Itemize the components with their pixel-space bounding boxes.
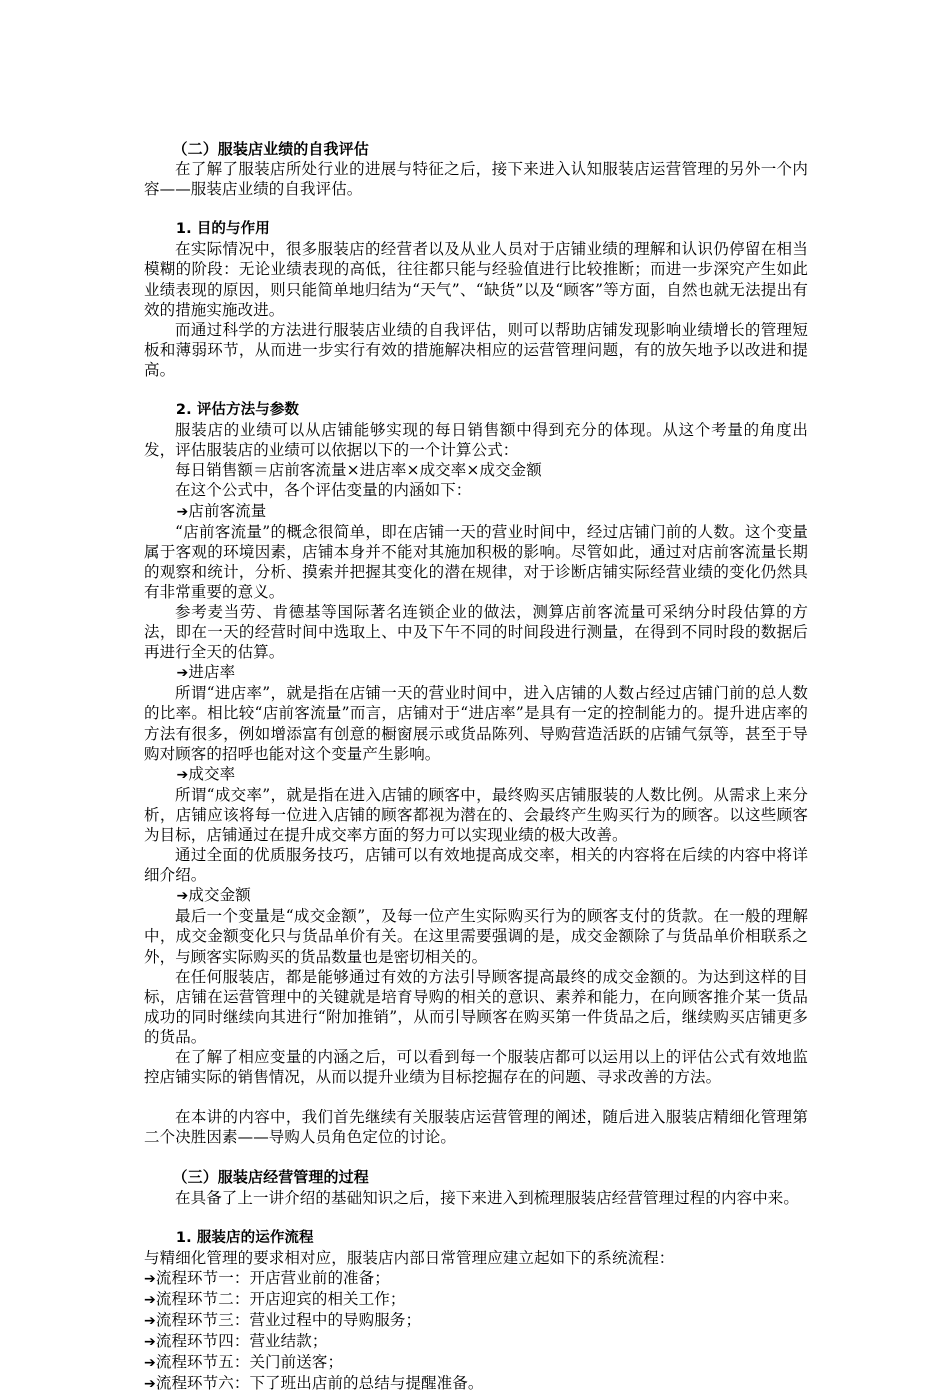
flow-step-label: 流程环节六：下了班出店前的总结与提醒准备。 bbox=[155, 1374, 484, 1393]
flow-step-label: 流程环节四：营业结款； bbox=[155, 1332, 328, 1351]
variable-label: 成交金额 bbox=[188, 886, 251, 905]
spacer bbox=[144, 1208, 808, 1228]
paragraph: 而通过科学的方法进行服装店业绩的自我评估，则可以帮助店铺发现影响业绩增长的管理短板和薄弱环节，从而进一步实行有效的措施解决相应的运营管理问题，有的放矢地予以改进和提高。 bbox=[144, 320, 808, 379]
section-heading: （三）服装店经营管理的过程 bbox=[172, 1168, 369, 1187]
variable-item bbox=[144, 764, 808, 785]
paragraph: 参考麦当劳、肯德基等国际著名连锁企业的做法，测算店前客流量可采纳分时段估算的方法，即在一天的经营时间中选取上、中及下午不同的时间段进行测量，在得到不同时段的数据后再进行全天的估算。 bbox=[144, 602, 808, 662]
arrow-icon: ➔ bbox=[176, 503, 189, 520]
paragraph: 所谓“成交率”，就是指在进入店铺的顾客中，最终购买店铺服装的人数比例。从需求上来分析，店铺应该将每一位进入店铺的顾客都视为潜在的、会最终产生购买行为的顾客。以这些顾客为目标，店铺通过在提升成交率方面的努力可以实现业绩的极大改善。 bbox=[144, 785, 808, 844]
section-heading: （二）服装店业绩的自我评估 bbox=[172, 140, 369, 158]
flow-step-label: 流程环节三：营业过程中的导购服务； bbox=[155, 1310, 422, 1329]
arrow-icon: ➔ bbox=[144, 1376, 156, 1393]
flow-step-label: 流程环节二：开店迎宾的相关工作； bbox=[155, 1289, 406, 1308]
arrow-icon: ➔ bbox=[144, 1270, 156, 1287]
paragraph: 服装店的业绩可以从店铺能够实现的每日销售额中得到充分的体现。从这个考量的角度出发，评估服装店的业绩可以依据以下的一个计算公式： bbox=[144, 421, 808, 460]
subsection-heading: 1. 目的与作用 bbox=[175, 221, 270, 238]
flow-step bbox=[144, 1289, 808, 1310]
flow-step bbox=[144, 1268, 808, 1289]
paragraph: 在这个公式中，各个评估变量的内涵如下： bbox=[175, 481, 472, 500]
paragraph: 在实际情况中，很多服装店的经营者以及从业人员对于店铺业绩的理解和认识仍停留在相当模糊的阶段：无论业绩表现的高低，往往都只能与经验值进行比较推断；而进一步深究产生如此业绩表现的原因，则只能简单地归结为“天气”、“缺货”以及“顾客”等方面，自然也就无法提出有效的措施实施改进。 bbox=[144, 240, 808, 319]
variable-label: 进店率 bbox=[188, 663, 236, 682]
arrow-icon: ➔ bbox=[144, 1355, 156, 1372]
flow-step-label: 流程环节一：开店营业前的准备； bbox=[155, 1268, 390, 1287]
variable-item bbox=[144, 501, 808, 522]
arrow-icon: ➔ bbox=[144, 1291, 156, 1308]
paragraph: 在本讲的内容中，我们首先继续有关服装店运营管理的阐述，随后进入服装店精细化管理第二个决胜因素——导购人员角色定位的讨论。 bbox=[144, 1108, 808, 1147]
paragraph: 通过全面的优质服务技巧，店铺可以有效地提高成交率，相关的内容将在后续的内容中将详细介绍。 bbox=[144, 846, 808, 885]
paragraph: 在了解了相应变量的内涵之后，可以看到每一个服装店都可以运用以上的评估公式有效地监控店铺实际的销售情况，从而以提升业绩为目标挖掘存在的问题、寻求改善的方法。 bbox=[144, 1048, 808, 1087]
variable-item bbox=[144, 662, 808, 683]
arrow-icon: ➔ bbox=[176, 665, 189, 682]
flow-step bbox=[144, 1331, 808, 1352]
spacer bbox=[144, 199, 808, 219]
paragraph: 在任何服装店，都是能够通过有效的方法引导顾客提高最终的成交金额的。为达到这样的目标，店铺在运营管理中的关键就是培育导购的相关的意识、素养和能力，在向顾客推介某一货品成功的同时继续向其进行“附加推销”，从而引导顾客在购买第一件货品之后，继续购买店铺更多的货品。 bbox=[144, 967, 808, 1046]
flow-step-label: 流程环节五：关门前送客； bbox=[155, 1353, 344, 1372]
document-page bbox=[144, 139, 808, 1394]
paragraph: 在了解了服装店所处行业的进展与特征之后，接下来进入认知服装店运营管理的另外一个内容——服装店业绩的自我评估。 bbox=[144, 160, 808, 199]
arrow-icon: ➔ bbox=[144, 1334, 156, 1351]
subsection-heading: 1. 服装店的运作流程 bbox=[175, 1229, 314, 1246]
paragraph: “店前客流量”的概念很简单，即在店铺一天的营业时间中，经过店铺门前的人数。这个变量属于客观的环境因素，店铺本身并不能对其施加积极的影响。尽管如此，通过对店前客流量长期的观察和统计，分析、摸索并把握其变化的潜在规律，对于诊断店铺实际经营业绩的变化仍然具有非常重要的意义。 bbox=[144, 522, 808, 601]
spacer bbox=[144, 1147, 808, 1167]
flow-step bbox=[144, 1373, 808, 1394]
paragraph: 最后一个变量是“成交金额”，及每一位产生实际购买行为的顾客支付的货款。在一般的理解中，成交金额变化只与货品单价有关。在这里需要强调的是，成交金额除了与货品单价相联系之外，与顾客实际购买的货品数量也是密切相关的。 bbox=[144, 907, 808, 966]
flow-step bbox=[144, 1310, 808, 1331]
variable-label: 成交率 bbox=[188, 764, 236, 783]
variable-item bbox=[144, 885, 808, 906]
paragraph: 在具备了上一讲介绍的基础知识之后，接下来进入到梳理服装店经营管理过程的内容中来。 bbox=[175, 1188, 800, 1207]
spacer bbox=[144, 380, 808, 400]
arrow-icon: ➔ bbox=[144, 1312, 156, 1329]
spacer bbox=[144, 1087, 808, 1107]
arrow-icon: ➔ bbox=[176, 888, 189, 905]
flow-step bbox=[144, 1352, 808, 1373]
formula: 每日销售额＝店前客流量×进店率×成交率×成交金额 bbox=[175, 461, 542, 480]
subsection-heading: 2. 评估方法与参数 bbox=[175, 402, 300, 419]
paragraph: 与精细化管理的要求相对应，服装店内部日常管理应建立起如下的系统流程： bbox=[144, 1248, 675, 1267]
arrow-icon: ➔ bbox=[176, 766, 189, 783]
variable-label: 店前客流量 bbox=[188, 501, 267, 520]
paragraph: 所谓“进店率”，就是指在店铺一天的营业时间中，进入店铺的人数占经过店铺门前的总人数的比率。相比较“店前客流量”而言，店铺对于“进店率”是具有一定的控制能力的。提升进店率的方法有很多，例如增添富有创意的橱窗展示或货品陈列、导购营造活跃的店铺气氛等，甚至于导购对顾客的招呼也能对这个变量产生影响。 bbox=[144, 684, 808, 763]
